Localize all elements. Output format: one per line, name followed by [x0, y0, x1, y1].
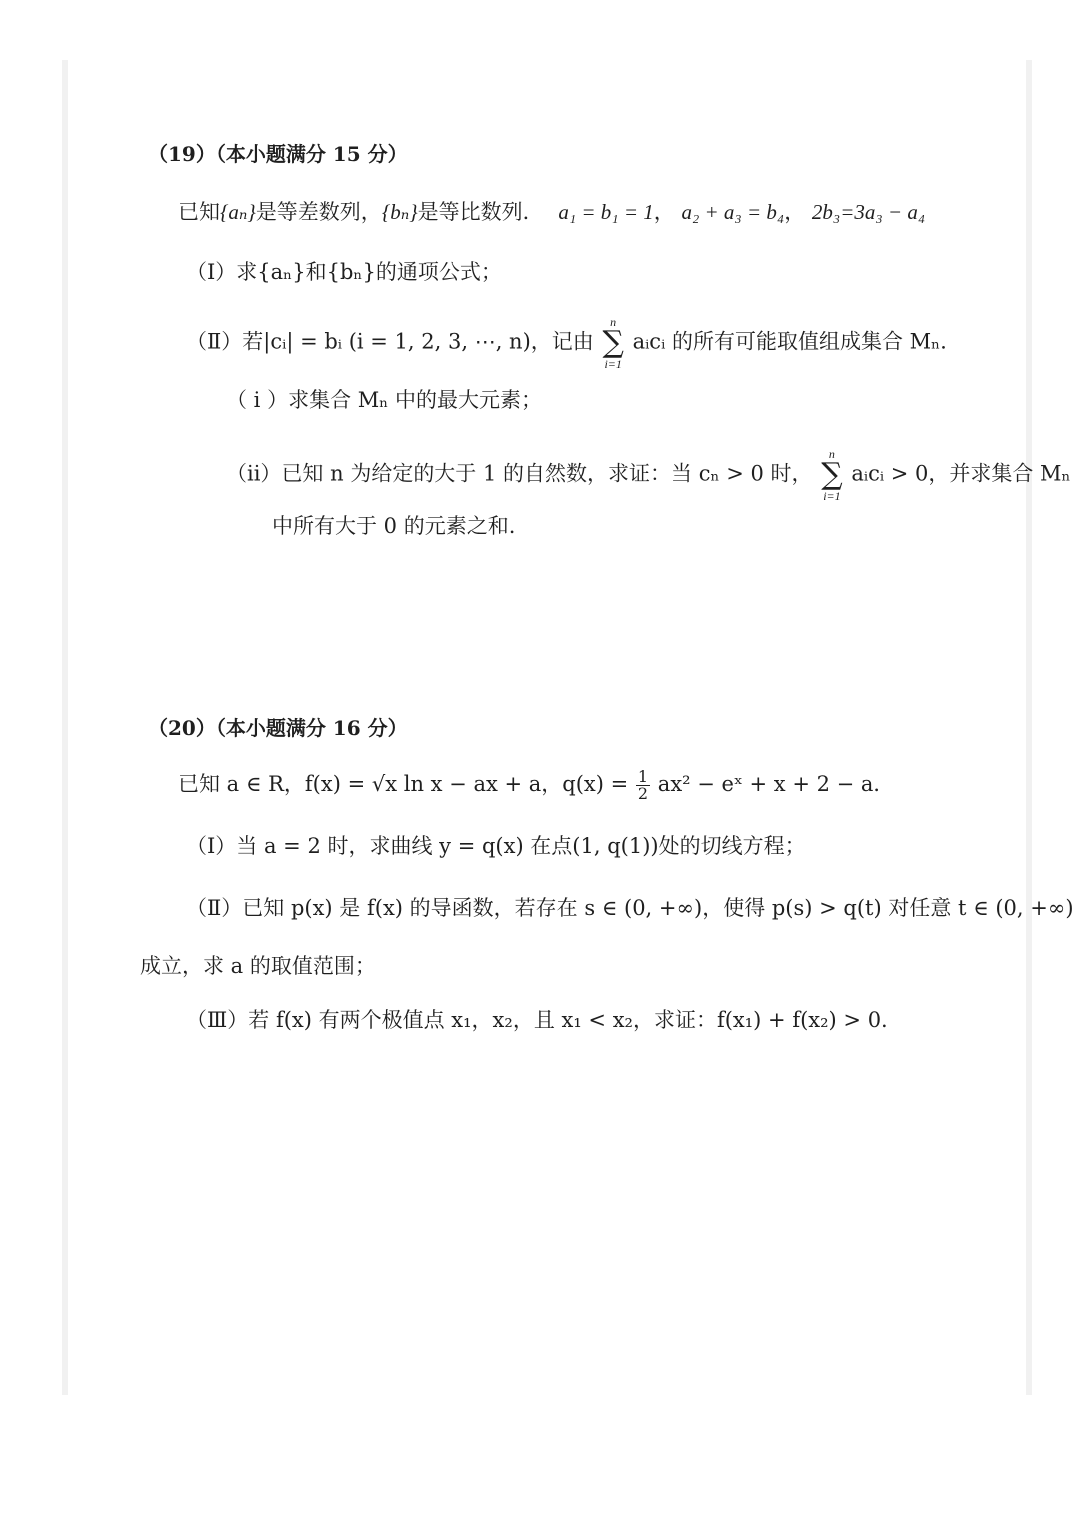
q19-part2-text-b: aᵢcᵢ 的所有可能取值组成集合 Mₙ．: [632, 329, 962, 354]
q19-sub-ii-label: （ii）: [226, 461, 282, 486]
q19-intro-lead: 已知: [178, 200, 220, 224]
q19-seq-a: {aₙ}: [220, 200, 256, 224]
q19-cond2: a₂ + a₃ = b₄: [681, 200, 785, 224]
q19-seq-b: {bₙ}: [381, 200, 418, 224]
frac-denominator: 2: [637, 784, 649, 803]
q20-part1: [186, 830, 806, 862]
q20-intro-a: 已知 a ∈ R，f(x) = √x ln x − ax + a，q(x) =: [178, 772, 629, 796]
q19-part2-text-a: 若|cᵢ| = bᵢ (i = 1, 2, 3, ⋯, n)，记由: [242, 329, 594, 354]
q19-part2: [186, 316, 961, 370]
q19-sub-i: [226, 384, 542, 416]
scan-shadow-left: [62, 60, 68, 1395]
q20-part2: [186, 892, 1074, 924]
q19-heading: （19）（本小题满分 15 分）: [148, 142, 408, 166]
q19-sub-i-label: （ i ）: [226, 388, 289, 412]
q20-part3-text: 若 f(x) 有两个极值点 x₁，x₂，且 x₁ < x₂，求证：f(x₁) + f(x₂) > 0.: [248, 1008, 888, 1032]
q20-part2-cont: 成立，求 a 的取值范围；: [140, 954, 376, 978]
q20-intro-b: ax² − eˣ + x + 2 − a．: [657, 772, 895, 796]
sum2-upper-limit: n: [828, 447, 835, 461]
q19-intro-mid2: 是等比数列．: [417, 200, 544, 224]
q19-sub-ii-text-a: 已知 n 为给定的大于 1 的自然数，求证：当 cₙ > 0 时，: [281, 461, 813, 486]
q20-heading: （20）（本小题满分 16 分）: [148, 716, 408, 740]
q20-part1-text: 当 a = 2 时，求曲线 y = q(x) 在点(1, q(1))处的切线方程；: [236, 834, 806, 858]
summation-symbol: n ∑ i=1: [602, 315, 624, 371]
q20-part3: [186, 1004, 888, 1036]
q19-sub-ii: [226, 448, 1071, 502]
q20-intro: [178, 768, 894, 802]
summation-symbol-2: n ∑ i=1: [821, 447, 843, 503]
q19-part2-label: （Ⅱ）: [186, 329, 243, 354]
scan-shadow-right: [1026, 60, 1032, 1395]
q20-part2-label: （Ⅱ）: [186, 896, 243, 920]
sum-lower-limit: i=1: [604, 357, 622, 371]
fraction-one-half: [636, 769, 650, 802]
q19-cond3: 2b₃=3a₃ − a₄: [811, 200, 926, 224]
q20-part3-label: （Ⅲ）: [186, 1008, 249, 1032]
frac-numerator: 1: [637, 767, 649, 786]
q19-sub-ii-text-b: aᵢcᵢ > 0，并求集合 Mₙ: [851, 461, 1071, 486]
q19-part1-text: 求{aₙ}和{bₙ}的通项公式；: [236, 260, 502, 284]
q19-part1-label: （Ⅰ）: [186, 260, 237, 284]
sum2-lower-limit: i=1: [823, 489, 841, 503]
q19-part1: [186, 256, 502, 288]
q19-sub-ii-cont: 中所有大于 0 的元素之和.: [272, 514, 516, 538]
sum-upper-limit: n: [610, 315, 617, 329]
q20-part1-label: （Ⅰ）: [186, 834, 237, 858]
q19-intro-mid1: 是等差数列，: [255, 200, 382, 224]
q19-sub-i-text: 求集合 Mₙ 中的最大元素；: [288, 388, 543, 412]
q19-cond1: a₁ = b₁ = 1: [558, 200, 654, 224]
q20-part2-text: 已知 p(x) 是 f(x) 的导函数，若存在 s ∈ (0, +∞)，使得 p(s) > q(t) 对任意 t ∈ (0, +∞): [242, 896, 1074, 920]
q19-intro: 已知{aₙ}是等差数列，{bₙ}是等比数列． a₁ = b₁ = 1， a₂ + a₃ = b₄， 2b₃=3a₃ − a₄: [178, 200, 926, 224]
